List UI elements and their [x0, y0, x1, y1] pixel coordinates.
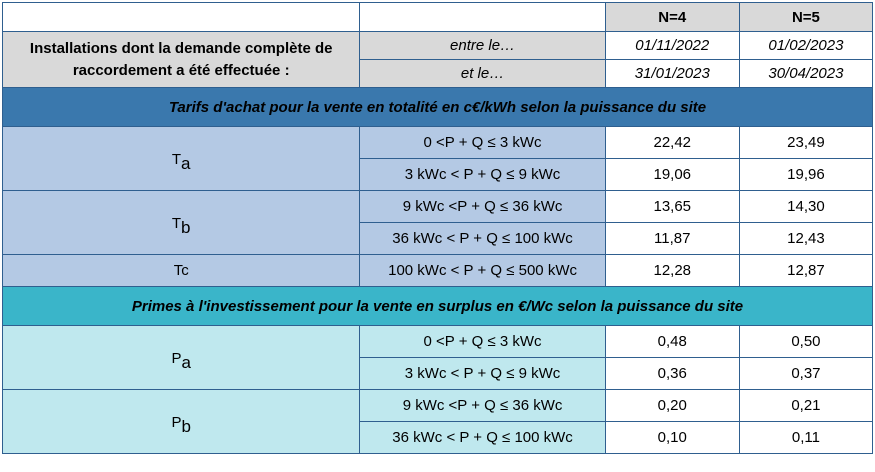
value-pb-1-n5: 0,21	[739, 390, 872, 422]
table-row-tb-1	[3, 191, 873, 223]
value-pa-2-n4: 0,36	[605, 358, 739, 390]
table-row-section-title-tarifs	[3, 88, 873, 127]
prime-label-pb-text: P	[171, 413, 182, 431]
tariff-label-ta	[3, 127, 360, 191]
table-row-tc-1	[3, 255, 873, 287]
table-row-pa-1	[3, 326, 873, 358]
power-range-pb-1: 9 kWc <P + Q ≤ 36 kWc	[360, 390, 605, 422]
tariff-label-ta-sub: a	[181, 153, 191, 173]
value-ta-1-n4: 22,42	[605, 127, 739, 159]
power-range-ta-1: 0 <P + Q ≤ 3 kWc	[360, 127, 605, 159]
prime-label-pa-sub: a	[181, 352, 191, 372]
value-pb-2-n5: 0,11	[739, 422, 872, 454]
value-tb-1-n5: 14,30	[739, 191, 872, 223]
column-header-n4: N=4	[605, 3, 739, 32]
empty-corner-cell-left	[3, 3, 360, 32]
value-tb-2-n5: 12,43	[739, 223, 872, 255]
value-pb-1-n4: 0,20	[605, 390, 739, 422]
prime-label-pb	[3, 390, 360, 454]
power-range-pa-2: 3 kWc < P + Q ≤ 9 kWc	[360, 358, 605, 390]
table-row-section-title-primes	[3, 287, 873, 326]
column-header-n5: N=5	[739, 3, 872, 32]
power-range-pb-2: 36 kWc < P + Q ≤ 100 kWc	[360, 422, 605, 454]
tariff-label-tb	[3, 191, 360, 255]
prime-label-pa	[3, 326, 360, 390]
prime-label-pb-sub: b	[181, 416, 191, 436]
value-pa-1-n5: 0,50	[739, 326, 872, 358]
date-et-n4: 31/01/2023	[605, 60, 739, 88]
value-ta-2-n5: 19,96	[739, 159, 872, 191]
value-tc-1-n5: 12,87	[739, 255, 872, 287]
date-et-n5: 30/04/2023	[739, 60, 872, 88]
power-range-tb-2: 36 kWc < P + Q ≤ 100 kWc	[360, 223, 605, 255]
date-entre-n5: 01/02/2023	[739, 32, 872, 60]
power-range-ta-2: 3 kWc < P + Q ≤ 9 kWc	[360, 159, 605, 191]
empty-corner-cell-mid	[360, 3, 605, 32]
section-title-primes-investissement: Primes à l'investissement pour la vente en surplus en €/Wc selon la puissance du site	[3, 287, 873, 326]
entre-le-label: entre le…	[360, 32, 605, 60]
tariff-label-ta-text: T	[171, 150, 182, 168]
section-title-tarifs-achat: Tarifs d'achat pour la vente en totalité en c€/kWh selon la puissance du site	[3, 88, 873, 127]
value-tb-1-n4: 13,65	[605, 191, 739, 223]
power-range-tb-1: 9 kWc <P + Q ≤ 36 kWc	[360, 191, 605, 223]
value-ta-2-n4: 19,06	[605, 159, 739, 191]
prime-label-pa-text: P	[171, 349, 182, 367]
tariff-label-tc-text: Tc	[173, 262, 189, 279]
table-row-column-headers	[3, 3, 873, 32]
power-range-pa-1: 0 <P + Q ≤ 3 kWc	[360, 326, 605, 358]
demande-label-line2: raccordement a été effectuée :	[72, 61, 290, 79]
tariff-table	[2, 2, 873, 454]
demande-label-line1: Installations dont la demande complète de	[29, 39, 333, 57]
demande-label-cell	[3, 32, 360, 88]
table-row-ta-1	[3, 127, 873, 159]
tariff-sheet	[0, 2, 875, 472]
tariff-label-tb-text: T	[171, 214, 182, 232]
value-ta-1-n5: 23,49	[739, 127, 872, 159]
value-tb-2-n4: 11,87	[605, 223, 739, 255]
et-le-label: et le…	[360, 60, 605, 88]
date-entre-n4: 01/11/2022	[605, 32, 739, 60]
value-pa-1-n4: 0,48	[605, 326, 739, 358]
table-row-pb-1	[3, 390, 873, 422]
power-range-tc-1: 100 kWc < P + Q ≤ 500 kWc	[360, 255, 605, 287]
tariff-label-tb-sub: b	[181, 217, 191, 237]
value-tc-1-n4: 12,28	[605, 255, 739, 287]
tariff-label-tc	[3, 255, 360, 287]
table-row-entre-le	[3, 32, 873, 60]
value-pb-2-n4: 0,10	[605, 422, 739, 454]
value-pa-2-n5: 0,37	[739, 358, 872, 390]
